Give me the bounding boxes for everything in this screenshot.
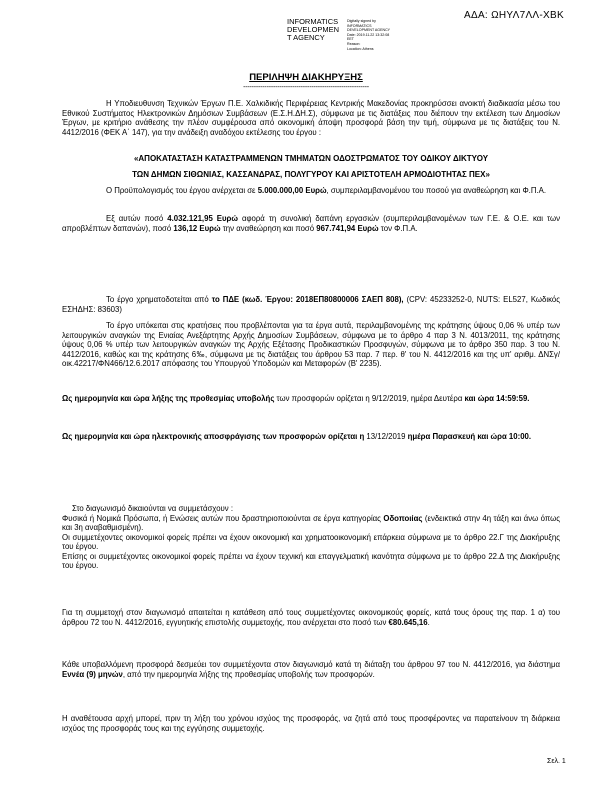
technical-capacity: Επίσης οι συμμετέχοντες οικονομικοί φορείς πρέπει να έχουν τεχνική και επαγγελματική ικανότητα σύμφωνα με το άρθρο 22.Δ της Διακήρυξης του έργου. (62, 551, 560, 570)
funding-text: (CPV: 45233252-0, NUTS: EL527, Κωδικός ΕΣΗΔΗΣ: 83603) (62, 295, 560, 314)
opening-paragraph (62, 432, 560, 442)
funding-text: Το έργο χρηματοδοτείται από (106, 295, 212, 304)
seal-agency-name (287, 18, 345, 42)
seal-agency-line: T AGENCY (287, 33, 325, 42)
guarantee-amount: €80.645,16 (388, 617, 428, 627)
seal-agency-line: INFORMATICS (287, 17, 339, 26)
project-title-line: «ΑΠΟΚΑΤΑΣΤΑΣΗ ΚΑΤΑΣΤΡΑΜΜΕΝΩΝ ΤΜΗΜΑΤΩΝ ΟΔΟΣΤΡΩΜΑΤΟΣ ΤΟΥ ΟΔΙΚΟΥ ΔΙΚΤΥΟΥ (133, 154, 489, 163)
budget-paragraph (62, 186, 560, 196)
guarantee-text: Για τη συμμετοχή στον διαγωνισμό απαιτείται η κατάθεση από τους συμμετέχοντες οικονομικούς φορείς, κατά τους όρους της παρ. 1 α) του άρθρου 72 του Ν. 4412/2016, εγγυητικής επιστολής συμμετοχής, που ανέρχεται στο ποσό των (62, 608, 560, 627)
extension-paragraph: Η αναθέτουσα αρχή μπορεί, πριν τη λήξη του χρόνου ισχύος της προσφοράς, να ζητά από τους προσφέροντες να παρατείνουν τη διάρκεια ισχύος της προσφοράς τους και της εγγύησης συμμετοχής. (62, 714, 560, 733)
deadline-paragraph (62, 394, 560, 404)
cost-breakdown-paragraph (62, 214, 560, 233)
validity-text: , από την ημερομηνία λήξης της προθεσμίας υποβολής των προσφορών. (122, 669, 375, 679)
cost-text: Εξ αυτών ποσό (106, 214, 168, 223)
ada-code: ΑΔΑ: ΩΗΥΛ7ΛΛ-ΧΒΚ (464, 10, 564, 21)
funding-paragraph (62, 295, 560, 314)
vat-amount: 967.741,94 Ευρώ (316, 223, 379, 233)
seal-details (347, 19, 447, 51)
budget-text: Ο Προϋπολογισμός του έργου ανέρχεται σε (106, 186, 258, 195)
project-title-line: ΤΩΝ ΔΗΜΩΝ ΣΙΘΩΝΙΑΣ, ΚΑΣΣΑΝΔΡΑΣ, ΠΟΛΥΓΥΡΟΥ ΚΑΙ ΑΡΙΣΤΟΤΕΛΗ ΑΡΜΟΔΙΟΤΗΤΑΣ ΠΕΧ» (132, 170, 490, 179)
seal-agency-line: DEVELOPMEN (287, 25, 340, 34)
budget-text: , συμπεριλαμβανομένου του ποσού για αναθεώρηση και Φ.Π.Α. (326, 186, 546, 195)
seal-detail-line: Location: Athens (347, 46, 374, 51)
opening-label: Ως ημερομηνία και ώρα ηλεκτρονικής αποσφράγισης των προσφορών ορίζεται η (62, 432, 365, 441)
works-amount: 4.032.121,95 Ευρώ (167, 214, 238, 223)
cost-text: αφορά τη συνολική δαπάνη εργασιών (συμπεριλαμβανομένων των Γ.Ε. & Ο.Ε. και των απροβλέπτων δαπανών), ποσό (62, 214, 560, 233)
digital-signature-seal (287, 18, 457, 58)
financial-capacity: Οι συμμετέχοντες οικονομικοί φορείς πρέπει να έχουν οικονομική και χρηματοοικονομική επάρκεια σύμφωνα με το άρθρο 22.Γ της Διακήρυξης του έργου. (62, 532, 560, 551)
participants-text: Φυσικά ή Νομικά Πρόσωπα, ή Ενώσεις αυτών που δραστηριοποιούνται σε έργα κατηγορίας (62, 513, 384, 523)
budget-total: 5.000.000,00 Ευρώ (257, 186, 327, 195)
deadline-date: των προσφορών ορίζεται η 9/12/2019, ημέρα Δευτέρα (274, 394, 465, 403)
funding-code: το ΠΔΕ (κωδ. Έργου: 2018ΕΠ80800006 ΣΑΕΠ 808), (211, 295, 404, 304)
cost-text: τον Φ.Π.Α. (378, 223, 418, 233)
seal-detail-line: EET (347, 37, 354, 42)
guarantee-paragraph (62, 608, 560, 627)
participants-text: (ενδεικτικά στην 4η τάξη και άνω όπως και 3η αναβαθμισμένη). (62, 513, 561, 532)
participants-section (62, 504, 560, 571)
seal-detail-line: Digitally signed by (347, 19, 376, 23)
deadline-label: Ως ημερομηνία και ώρα λήξης της προθεσμίας υποβολής (62, 394, 275, 403)
validity-text: Κάθε υποβαλλόμενη προσφορά δεσμεύει τον συμμετέχοντα στον διαγωνισμό κατά τη διάταξη του άρθρου 97 του Ν. 4412/2016, για διάστημα (62, 660, 560, 669)
deductions-paragraph: Το έργο υπόκειται στις κρατήσεις που προβλέπονται για τα έργα αυτά, περιλαμβανομένης της κράτησης ύψους 0,06 % υπέρ των λειτουργικών αναγκών της Ενιαίας Ανεξάρτητης Αρχής Δημοσίων Συμβάσεων, σύμφωνα με το άρθρο 4 παρ 3 Ν. 4013/2011, της κράτησης ύψους 0,06 % υπέρ των λειτουργικών αναγκών της Αρχής Εξέτασης Προδικαστικών Προσφυγών, σύμφωνα με το άρθρο 350 παρ. 3 του Ν. 4412/2016, καθώς και της κράτησης 6‰, σύμφωνα με τις διατάξεις του άρθρου 53 παρ. 7 περ. θ' του Ν. 4412/2016 και της υπ' αριθμ. ΔΝΣγ/οικ.42217/ΦΝ466/12.6.2017 απόφασης του Υπουργού Υποδομών και Μεταφορών (Β' 2235). (62, 321, 560, 368)
title-separator: ----------------------------------------------------------- (243, 84, 369, 91)
seal-detail-line: INFORMATICS (347, 23, 372, 28)
deadline-time: και ώρα 14:59:59. (464, 394, 530, 403)
guarantee-text: . (427, 617, 430, 627)
page-number: Σελ. 1 (547, 758, 566, 765)
participants-categories (62, 514, 560, 533)
seal-detail-line: DEVELOPMENT AGENCY (347, 28, 391, 33)
category-roadworks: Οδοποιίας (383, 513, 423, 523)
validity-period: Εννέα (9) μηνών (62, 669, 123, 679)
participants-intro: Στο διαγωνισμό δικαιούνται να συμμετάσχουν : (72, 504, 234, 513)
seal-detail-line: Reason: (347, 41, 361, 46)
seal-detail-line: Date: 2019.11.22 13:32:08 (347, 32, 390, 37)
opening-date: 13/12/2019 (364, 432, 408, 441)
cost-text: την αναθεώρηση και ποσό (220, 223, 317, 233)
opening-time: ημέρα Παρασκευή και ώρα 10:00. (407, 432, 532, 441)
validity-paragraph (62, 660, 560, 679)
intro-paragraph: Η Υποδιευθυνση Τεχνικών Έργων Π.Ε. Χαλκιδικής Περιφέρειας Κεντρικής Μακεδονίας προκηρύσσει ανοικτή διαδικασία μέσω του Εθνικού Συστήματος Ηλεκτρονικών Δημόσιων Συμβάσεων (Ε.Σ.Η.ΔΗ.Σ), σύμφωνα με τις διατάξεις που διέπουν την εκτέλεση των Δημοσίων Έργων, με κριτήριο ανάθεσης την πλέον συμφέρουσα από οικονομική άποψη προσφορά βάση την τιμή, σύμφωνα με τις διατάξεις του Ν. 4412/2016 (ΦΕΚ Α΄ 147), για την ανάδειξη αναδόχου εκτέλεσης του έργου : (62, 99, 560, 137)
revision-amount: 136,12 Ευρώ (173, 223, 221, 233)
document-title: ΠΕΡΙΛΗΨΗ ΔΙΑΚΗΡΥΞΗΣ (249, 72, 363, 83)
project-title (62, 151, 560, 183)
